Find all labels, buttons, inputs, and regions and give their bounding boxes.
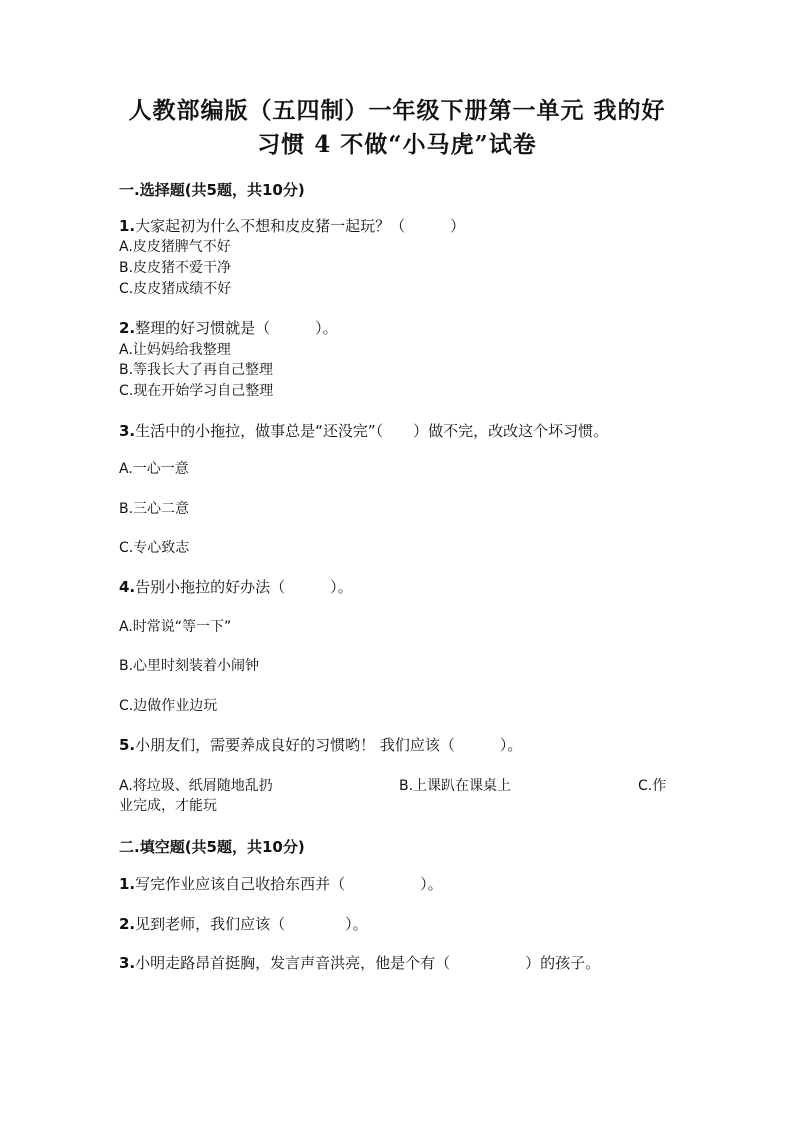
fill-question-2 — [119, 914, 368, 935]
question-number: 3. — [119, 422, 136, 440]
question-text: 小朋友们，需要养成良好的习惯哟！ 我们应该（ ）。 — [135, 736, 523, 754]
question-3 — [119, 421, 608, 442]
question-text: 小明走路昂首挺胸，发言声音洪亮，他是个有（ ）的孩子。 — [135, 954, 601, 972]
question-number: 3. — [119, 954, 136, 972]
question-number: 2. — [119, 319, 136, 337]
question-number: 1. — [119, 875, 136, 893]
option-a: A.皮皮猪脾气不好 — [119, 239, 231, 255]
option-c: C.现在开始学习自己整理 — [119, 383, 274, 399]
section-heading-fill: 二.填空题(共5题，共10分) — [119, 838, 305, 856]
option-a: A.时常说“等一下” — [119, 619, 232, 635]
question-1 — [119, 216, 465, 237]
question-text: 整理的好习惯就是（ ）。 — [135, 319, 338, 337]
option-c-continued: 业完成，才能玩 — [119, 798, 217, 814]
option-b: B.皮皮猪不爱干净 — [119, 260, 232, 276]
option-c: C.边做作业边玩 — [119, 698, 218, 714]
title-line-2: 习惯 4 不做“小马虎”试卷 — [257, 131, 537, 158]
option-b: B.心里时刻装着小闹钟 — [119, 658, 260, 674]
option-a: A.将垃圾、纸屑随地乱扔 — [119, 778, 273, 794]
option-a: A.让妈妈给我整理 — [119, 342, 231, 358]
question-text: 生活中的小拖拉，做事总是“还没完”（ ）做不完，改改这个坏习惯。 — [135, 422, 609, 440]
option-c: C.皮皮猪成绩不好 — [119, 281, 232, 297]
fill-question-1 — [119, 874, 443, 895]
section-heading-choice: 一.选择题(共5题，共10分) — [119, 181, 305, 199]
option-c: C.专心致志 — [119, 540, 190, 556]
question-2 — [119, 318, 338, 339]
option-c-start: C.作 — [638, 778, 667, 794]
option-b: B.等我长大了再自己整理 — [119, 362, 274, 378]
title-line-1: 人教部编版（五四制）一年级下册第一单元 我的好 — [128, 97, 666, 124]
question-text: 见到老师，我们应该（ ）。 — [135, 915, 368, 933]
question-text: 写完作业应该自己收拾东西并（ ）。 — [135, 875, 443, 893]
question-number: 2. — [119, 915, 136, 933]
question-text: 告别小拖拉的好办法（ ）。 — [135, 578, 353, 596]
question-number: 4. — [119, 578, 136, 596]
option-a: A.一心一意 — [119, 461, 189, 477]
question-text: 大家起初为什么不想和皮皮猪一起玩？（ ） — [135, 217, 466, 235]
option-b: B.三心二意 — [119, 501, 190, 517]
question-4 — [119, 577, 353, 598]
question-number: 1. — [119, 217, 136, 235]
question-5 — [119, 735, 522, 756]
exam-title — [60, 94, 734, 162]
question-number: 5. — [119, 736, 136, 754]
fill-question-3 — [119, 953, 600, 974]
option-b: B.上课趴在课桌上 — [399, 778, 512, 794]
